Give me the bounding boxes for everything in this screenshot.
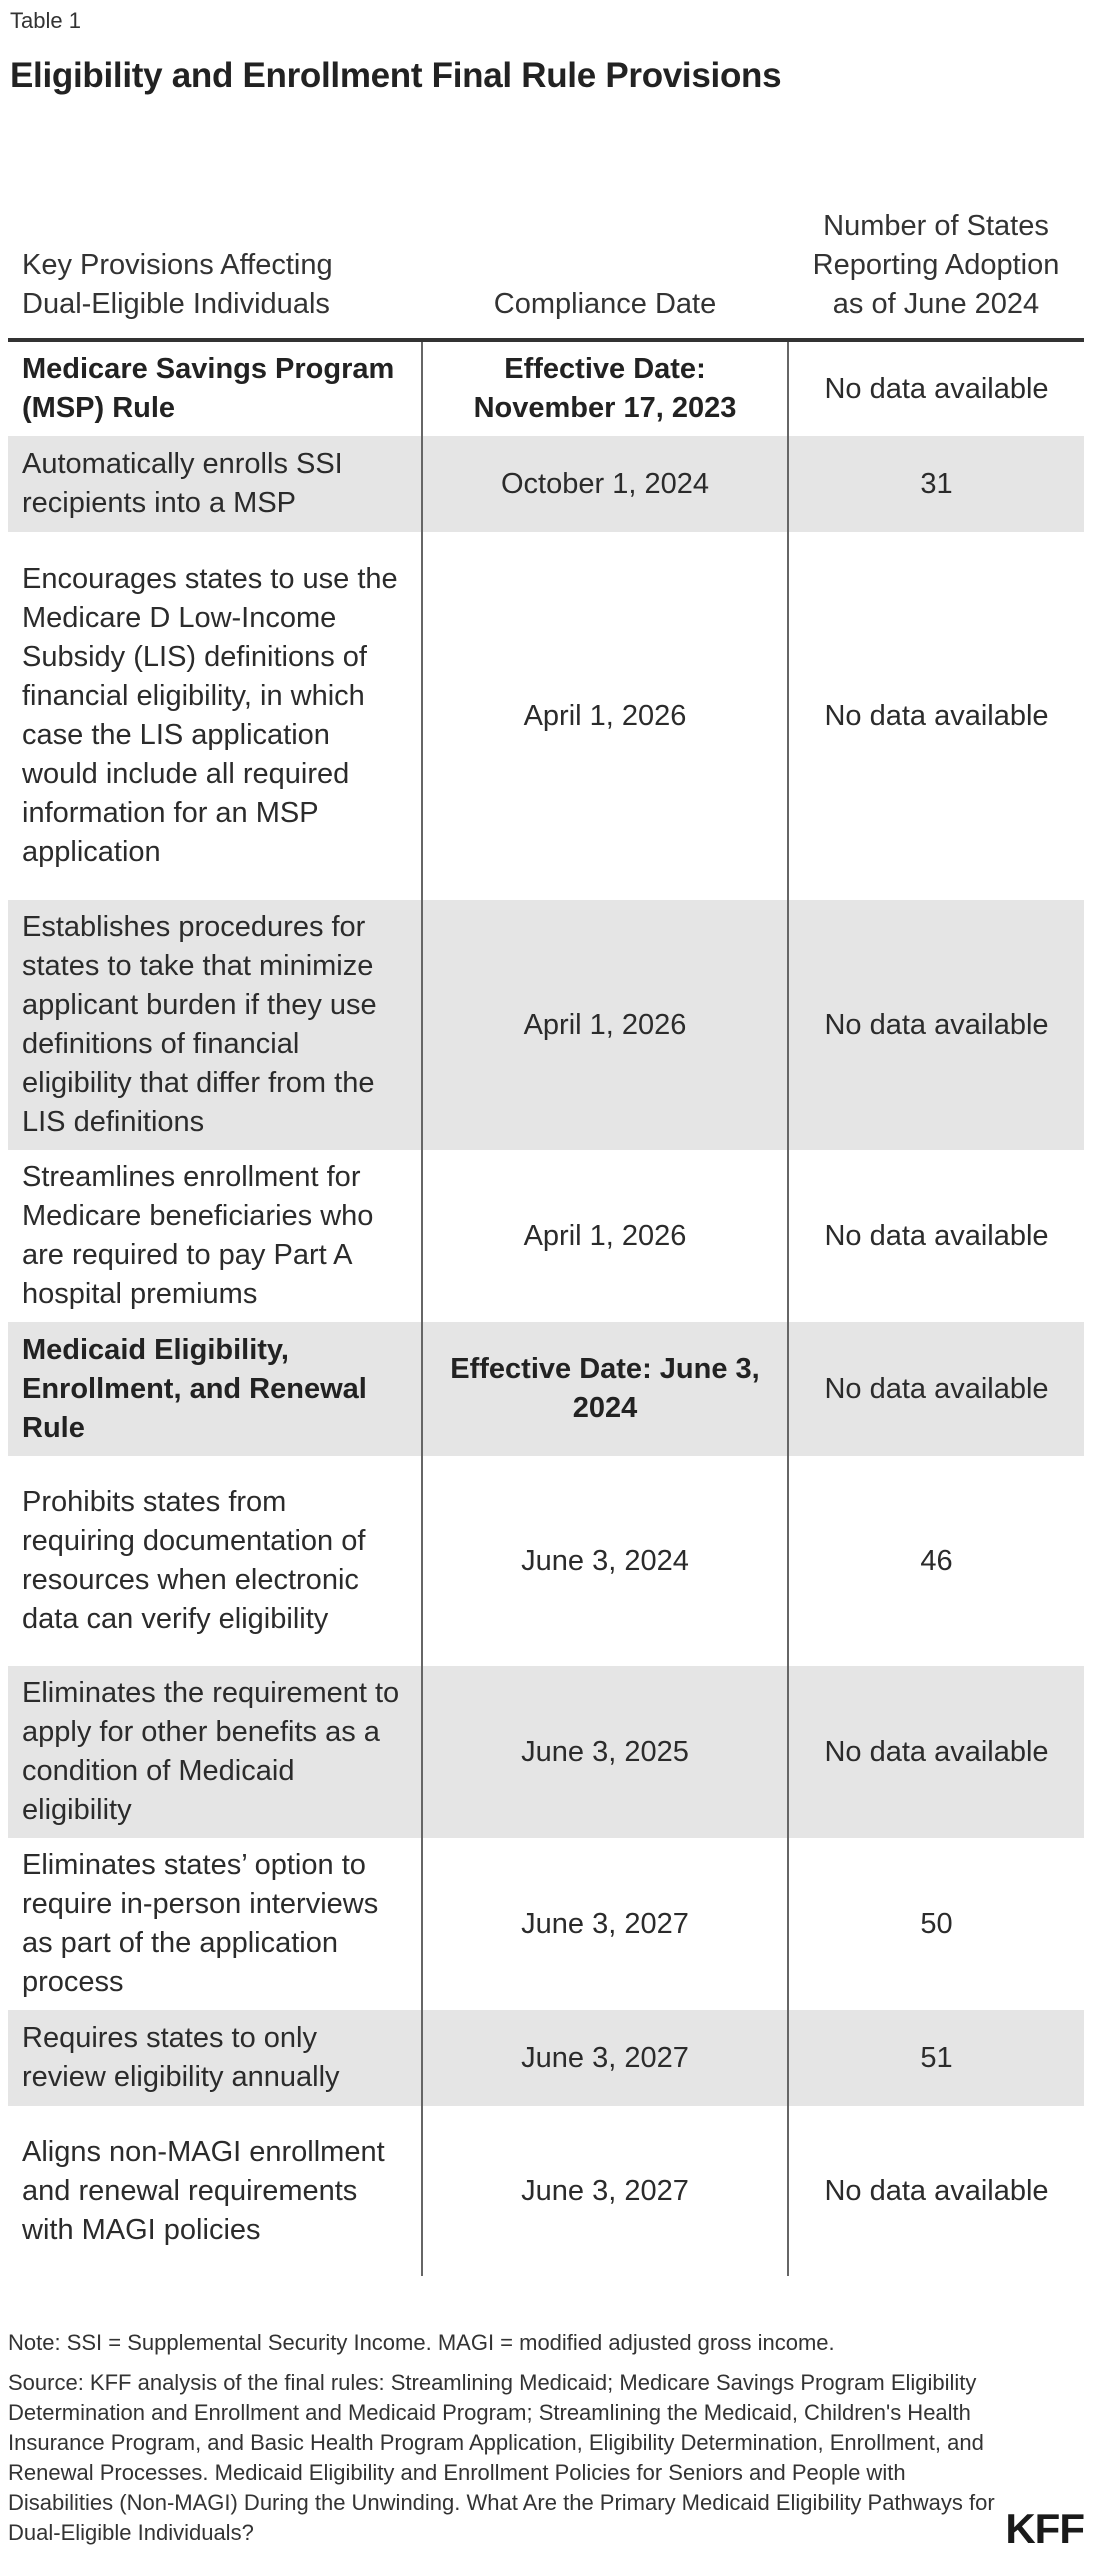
provision-cell: Establishes procedures for states to take that minimize applicant burden if they use definitions of financial eligibility that differ from the LIS definitions	[8, 900, 422, 1150]
provision-cell: Encourages states to use the Medicare D Low-Income Subsidy (LIS) definitions of financial eligibility, in which case the LIS application would include all required information for an MSP application	[8, 532, 422, 900]
compliance-date-cell: June 3, 2027	[422, 2010, 788, 2106]
page-title: Eligibility and Enrollment Final Rule Provisions	[10, 56, 782, 95]
states-cell: 50	[920, 1907, 953, 1940]
states-cell: No data available	[788, 1666, 1084, 1838]
states-cell: No data available	[824, 372, 1049, 405]
states-cell: No data available	[824, 2174, 1049, 2207]
provision-cell: Eliminates the requirement to apply for other benefits as a condition of Medicaid eligibility	[8, 1666, 422, 1838]
table-row	[8, 1838, 1084, 2010]
header-compliance-date: Compliance Date	[422, 150, 788, 340]
compliance-date-cell: June 3, 2024	[422, 1456, 788, 1666]
states-cell: No data available	[824, 1219, 1049, 1252]
table-row	[8, 340, 1084, 436]
compliance-date-cell: Effective Date: June 3, 2024	[422, 1322, 788, 1456]
header-provision: Key Provisions Affecting Dual-Eligible Individuals	[8, 150, 422, 340]
table-header	[8, 150, 1084, 340]
provisions-table	[8, 150, 1084, 2276]
table-row	[8, 436, 1084, 532]
provision-cell: Streamlines enrollment for Medicare beneficiaries who are required to pay Part A hospital premiums	[8, 1150, 422, 1322]
compliance-date-cell: June 3, 2027	[422, 1838, 788, 2010]
provision-cell: Medicare Savings Program (MSP) Rule	[8, 340, 422, 436]
table-row	[8, 1666, 1084, 1838]
provision-cell: Requires states to only review eligibility annually	[8, 2010, 422, 2106]
table-row	[8, 1322, 1084, 1456]
compliance-date-cell: October 1, 2024	[422, 436, 788, 532]
states-cell: No data available	[788, 900, 1084, 1150]
table-source: Source: KFF analysis of the final rules: Streamlining Medicaid; Medicare Savings Program Eligibility Determination and Enrollment and Medicaid Program; Streamlining the Medicaid, Children's Health Insurance Program, and Basic Health Program Application, Eligibility Determination, Enrollment, and Renewal Processes. Medicaid Eligibility and Enrollment Policies for Seniors and People with Disabilities (Non-MAGI) During the Unwinding. What Are the Primary Medicaid Eligibility Pathways for Dual-Eligible Individuals?	[8, 2370, 995, 2545]
states-cell: 46	[920, 1544, 953, 1577]
compliance-date-cell: April 1, 2026	[422, 1150, 788, 1322]
compliance-date-cell: June 3, 2025	[422, 1666, 788, 1838]
states-cell: 31	[788, 436, 1084, 532]
compliance-date-cell: June 3, 2027	[422, 2106, 788, 2276]
provision-cell: Medicaid Eligibility, Enrollment, and Renewal Rule	[8, 1322, 422, 1456]
table-note: Note: SSI = Supplemental Security Income. MAGI = modified adjusted gross income.	[8, 2330, 835, 2355]
compliance-date-cell: Effective Date: November 17, 2023	[422, 340, 788, 436]
provision-cell: Automatically enrolls SSI recipients into a MSP	[8, 436, 422, 532]
provision-cell: Aligns non-MAGI enrollment and renewal requirements with MAGI policies	[8, 2106, 422, 2276]
table-row	[8, 1456, 1084, 1666]
table-row	[8, 1150, 1084, 1322]
compliance-date-cell: April 1, 2026	[422, 900, 788, 1150]
states-cell: 51	[788, 2010, 1084, 2106]
table-body	[8, 340, 1084, 2276]
provision-cell: Prohibits states from requiring documentation of resources when electronic data can verify eligibility	[8, 1456, 422, 1666]
table-row	[8, 900, 1084, 1150]
table-row	[8, 532, 1084, 900]
provision-cell: Eliminates states’ option to require in-person interviews as part of the application process	[8, 1838, 422, 2010]
table-row	[8, 2010, 1084, 2106]
states-cell: No data available	[824, 699, 1049, 732]
table-row	[8, 2106, 1084, 2276]
header-states-reporting: Number of States Reporting Adoption as of June 2024	[788, 150, 1084, 340]
compliance-date-cell: April 1, 2026	[422, 532, 788, 900]
table-label: Table 1	[10, 8, 81, 33]
kff-logo: KFF	[1005, 2505, 1084, 2552]
states-cell: No data available	[788, 1322, 1084, 1456]
